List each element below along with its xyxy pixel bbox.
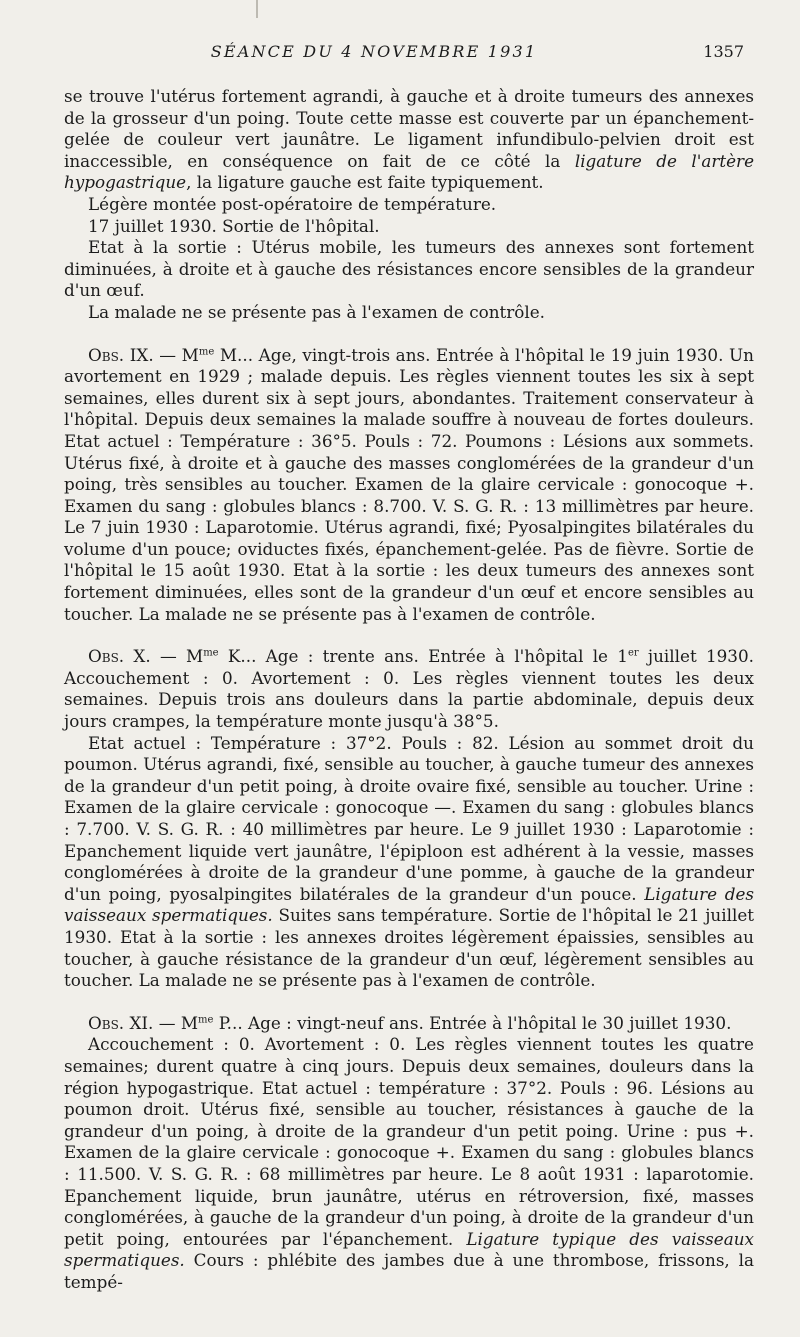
paragraph: 17 juillet 1930. Sortie de l'hôpital. [88,215,380,236]
text-run: , la ligature gauche est faite typiquement. [186,172,544,193]
superscript: me [198,1014,214,1026]
document-body [64,86,754,1293]
text-run: se trouve l'utérus fortement agrandi, à gauche et à droite tumeurs des annexes de la grosseur d'un poing. Toute cette masse est couverte par un épanchement-gelée de couleur vert jaunâtre. Le ligament infundibulo-pelvien droit est inaccessible, en conséquence on fait de ce côté la [64,86,754,171]
observation-ix [64,345,754,626]
superscript: er [627,647,639,659]
page-number: 1357 [703,42,744,61]
paragraph-continuation [64,86,754,194]
text-run: Suites sans température. Sortie de l'hôpital le 21 juillet 1930. Etat à la sortie : les annexes droites légèrement épaissies, sensibles au toucher, à gauche résistance de la grandeur d'un œuf, légèrement sensibles au toucher. La malade ne se présente pas à l'examen de contrôle. [64,905,754,991]
superscript: me [203,647,219,659]
text-run: Cours : phlébite des jambes due à une thrombose, frissons, la tempé- [64,1250,754,1292]
observation-xi-status [64,1034,754,1293]
running-head: SÉANCE DU 4 NOVEMBRE 1931 [210,42,538,61]
observation-label: Obs. XI. [88,1012,154,1033]
observation-label: Obs. IX. [88,344,154,365]
text-run: — M [153,344,199,365]
text-run: P... Age : vingt-neuf ans. Entrée à l'hôpital le 30 juillet 1930. [213,1012,732,1033]
text-run: — M [150,646,204,667]
observation-label: Obs. X. [88,646,151,667]
text-run: — M [153,1012,199,1033]
italic-run: ligature de l'artère hypogastrique [64,150,754,193]
observation-x-status [64,733,754,992]
text-run: juillet 1930. Accouchement : 0. Avortement : 0. Les règles viennent toutes les deux semaines. Depuis trois ans douleurs dans la partie abdominale, depuis deux jours crampes, la température monte jusqu'à 38°5. [64,646,754,732]
text-run: Accouchement : 0. Avortement : 0. Les règles viennent toutes les quatre semaines; durent quatre à cinq jours. Depuis deux semaines, douleurs dans la région hypogastrique. Etat actuel : température : 37°2. Pouls : 96. Lésions au poumon droit. Utérus fixé, sensible au toucher, résistances à gauche de la grandeur d'un poing, à droite de la grandeur d'un petit poing. Urine : pus +. Examen de la glaire cervicale : gonocoque +. Examen du sang : globules blancs : 11.500. V. S. G. R. : 68 millimètres par heure. Le 8 août 1931 : laparotomie. Epanchement liquide, brun jaunâtre, utérus en rétroversion, fixé, masses conglomérées, à gauche de la grandeur d'un poing, à droite de la grandeur d'un petit poing, entourées par l'épanchement. [64,1034,754,1249]
superscript: me [198,345,215,357]
paragraph: Légère montée post-opératoire de température. [88,193,497,214]
scan-mark [256,0,258,18]
text-run: Etat actuel : Température : 37°2. Pouls : 82. Lésion au sommet droit du poumon. Utérus agrandi, fixé, sensible au toucher, à gauche tumeur des annexes de la grandeur d'un petit poing, à droite ovaire fixé, sensible au toucher. Urine : Examen de la glaire cervicale : gonocoque —. Examen du sang : globules blancs : 7.700. V. S. G. R. : 40 millimètres par heure. Le 9 juillet 1930 : Laparotomie : Epanchement liquide vert jaunâtre, l'épiploon est adhérent à la vessie, masses conglomérées à droite de la grandeur d'une pomme, à gauche de la grandeur d'un poing, pyosalpingites bilatérales de la grandeur d'un pouce. [64,732,754,904]
italic-run: Ligature des vaisseaux spermatiques. [64,883,754,926]
italic-run: Ligature typique des vaisseaux spermatiques. [64,1228,754,1271]
observation-xi [64,1013,754,1035]
paragraph: La malade ne se présente pas à l'examen de contrôle. [88,301,546,322]
page-header [64,42,744,66]
observation-x [64,646,754,732]
paragraph: Etat à la sortie : Utérus mobile, les tumeurs des annexes sont fortement diminuées, à droite et à gauche des résistances encore sensibles de la grandeur d'un œuf. [64,237,754,301]
text-run: M... Age, vingt-trois ans. Entrée à l'hôpital le 19 juin 1930. Un avortement en 1929 ; malade depuis. Les règles viennent toutes les six à sept semaines, elles durent six à sept jours, abondantes. Traitement conservateur à l'hôpital. Depuis deux semaines la malade souffre à nouveau de fortes douleurs. Etat actuel : Température : 36°5. Pouls : 72. Poumons : Lésions aux sommets. Utérus fixé, à droite et à gauche des masses conglomérées de la grandeur d'un poing, très sensibles au toucher. Examen de la glaire cervicale : gonocoque +. Examen du sang : globules blancs : 8.700. V. S. G. R. : 13 millimètres par heure. Le 7 juin 1930 : Laparotomie. Utérus agrandi, fixé; Pyosalpingites bilatérales du volume d'un pouce; oviductes fixés, épanchement-gelée. Pas de fièvre. Sortie de l'hôpital le 15 août 1930. Etat à la sortie : les deux tumeurs des annexes sont fortement diminuées, elles sont de la grandeur d'un œuf et encore sensibles au toucher. La malade ne se présente pas à l'examen de contrôle. [64,344,754,624]
text-run: K... Age : trente ans. Entrée à l'hôpital le 1 [218,646,628,667]
